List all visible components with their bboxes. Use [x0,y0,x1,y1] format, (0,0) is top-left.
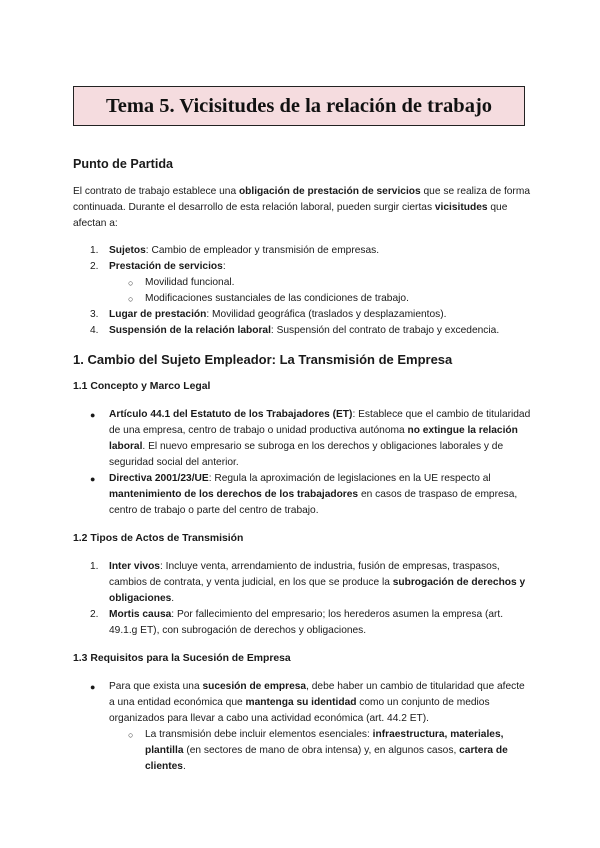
heading-punto-de-partida: Punto de Partida [73,157,174,171]
list-item: 2. Mortis causa: Por fallecimiento del empresario; los herederos asumen la empresa (art. 49.1.g ET), con subrogación de derechos y obligaciones. [90,609,504,636]
document-title: Tema 5. Vicisitudes de la relación de trabajo [105,94,493,117]
list-item: 2. Prestación de servicios: [90,261,226,272]
sub-list-item: ○ Modificaciones sustanciales de las condiciones de trabajo. [128,293,409,304]
list-item: ● Para que exista una sucesión de empresa, debe haber un cambio de titularidad que afecte a una entidad económica que mantenga su identidad como un conjunto de medios organizados para llevar a cabo una actividad económica (art. 44.2 ET). [90,681,525,724]
title-box [73,86,525,126]
sub-list-item: ○ Movilidad funcional. [128,277,235,288]
tipos-actos-list [73,559,533,639]
marco-legal-list [73,407,533,519]
vicisitudes-list [73,243,533,339]
list-item: ● Directiva 2001/23/UE: Regula la aproximación de legislaciones en la UE respecto al mantenimiento de los derechos de los trabajadores en casos de traspaso de empresa, centro de trabajo o parte del centro de trabajo. [90,473,518,516]
heading-1-1: 1.1 Concepto y Marco Legal [73,381,211,392]
heading-section-1: 1. Cambio del Sujeto Empleador: La Transmisión de Empresa [73,352,453,367]
document-body [73,155,533,775]
list-item: 4. Suspensión de la relación laboral: Suspensión del contrato de trabajo y excedencia. [90,325,500,336]
heading-1-3: 1.3 Requisitos para la Sucesión de Empresa [73,653,291,664]
sub-list-item: ○ La transmisión debe incluir elementos esenciales: infraestructura, materiales, plantilla (en sectores de mano de obra intensa) y, en algunos casos, cartera de clientes. [128,729,508,772]
list-item: 1. Sujetos: Cambio de empleador y transmisión de empresas. [90,245,380,256]
requisitos-list [73,679,533,775]
list-item: 1. Inter vivos: Incluye venta, arrendamiento de industria, fusión de empresas, traspasos, cambios de contrata, y venta judicial, en los que se produce la subrogación de derechos y obligaciones. [90,561,526,604]
heading-1-2: 1.2 Tipos de Actos de Transmisión [73,533,244,544]
list-item: 3. Lugar de prestación: Movilidad geográfica (traslados y desplazamientos). [90,309,447,320]
list-item: ● Artículo 44.1 del Estatuto de los Trabajadores (ET): Establece que el cambio de titularidad de una empresa, centro de trabajo o unidad productiva autónoma no extingue la relación laboral. El nuevo empresario se subroga en los derechos y obligaciones laborales y de seguridad social del anterior. [90,409,531,468]
intro-paragraph: El contrato de trabajo establece una obligación de prestación de servicios que se realiza de forma continuada. Durante el desarrollo de esta relación laboral, pueden surgir ciertas vicisitudes que afectan a: [73,186,530,229]
